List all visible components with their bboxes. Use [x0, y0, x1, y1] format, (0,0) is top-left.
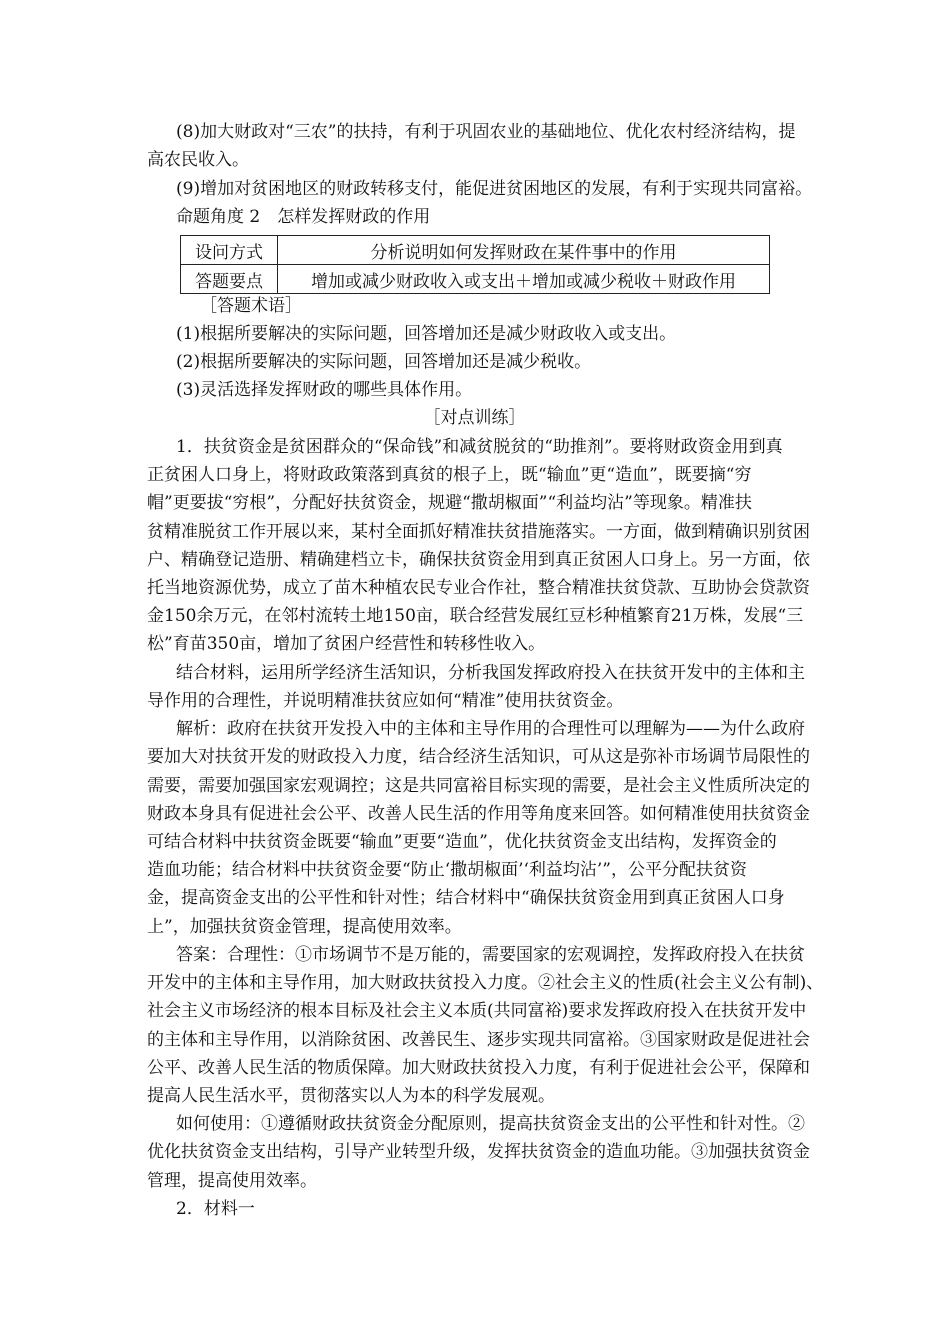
table-value: 增加或减少财政收入或支出＋增加或减少税收＋财政作用 [278, 265, 770, 294]
terms-heading: ［答题术语］ [200, 296, 302, 316]
q1-line: 1．扶贫资金是贫困群众的“保命钱”和减贫脱贫的“助推剂”。要将财政资金用到真 [176, 437, 783, 457]
table-row [181, 236, 770, 265]
answer-line: 社会主义市场经济的根本目标及社会主义本质(共同富裕)要求发挥政府投入在扶贫开发中 [147, 1001, 807, 1021]
question-2-start: 2．材料一 [176, 1199, 255, 1219]
table-key: 答题要点 [181, 265, 278, 294]
usage-line: 如何使用：①遵循财政扶贫资金分配原则，提高扶贫资金支出的公平性和针对性。② [176, 1114, 805, 1134]
q1-line: 托当地资源优势，成立了苗木种植农民专业合作社，整合精准扶贫贷款、互助协会贷款资 [147, 578, 810, 598]
q1-line: 贫精准脱贫工作开展以来，某村全面抓好精准扶贫措施落实。一方面，做到精确识别贫困 [147, 522, 810, 542]
item-8-line-1: (8)加大财政对“三农”的扶持，有利于巩固农业的基础地位、优化农村经济结构，提 [176, 122, 796, 142]
q1-line: 帽”更要拔“穷根”，分配好扶贫资金，规避“撒胡椒面”“利益均沾”等现象。精准扶 [147, 493, 752, 513]
answer-line: 公平、改善人民生活的物质保障。加大财政扶贫投入力度，有利于促进社会公平，保障和 [147, 1058, 810, 1078]
answer-line: 的主体和主导作用，以消除贫困、改善民生、逐步实现共同富裕。③国家财政是促进社会 [147, 1030, 810, 1050]
q1-line: 松”育苗350亩，增加了贫困户经营性和转移性收入。 [147, 634, 546, 654]
table-row [181, 265, 770, 294]
practice-heading: ［对点训练］ [423, 408, 526, 428]
answer-line: 答案：合理性：①市场调节不是万能的，需要国家的宏观调控，发挥政府投入在扶贫 [176, 945, 805, 965]
analysis-line: 可结合材料中扶贫资金既要“输血”更要“造血”，优化扶贫资金支出结构，发挥资金的 [147, 832, 777, 852]
analysis-line: 需要，需要加强国家宏观调控；这是共同富裕目标实现的需要，是社会主义性质所决定的 [147, 776, 810, 796]
usage-line: 管理，提高使用效率。 [147, 1171, 317, 1191]
term-3: (3)灵活选择发挥财政的哪些具体作用。 [176, 380, 473, 400]
q1-line: 正贫困人口身上，将财政政策落到真贫的根子上，既“输血”更“造血”，既要摘“穷 [147, 465, 752, 485]
analysis-line: 解析：政府在扶贫开发投入中的主体和主导作用的合理性可以理解为——为什么政府 [176, 719, 805, 739]
analysis-line: 金，提高资金支出的公平性和针对性；结合材料中“确保扶贫资金用到真正贫困人口身 [147, 888, 785, 908]
answer-line: 开发中的主体和主导作用，加大财政扶贫投入力度。②社会主义的性质(社会主义公有制)、 [147, 973, 824, 993]
analysis-line: 造血功能；结合材料中扶贫资金要“防止‘撒胡椒面’‘利益均沾’”，公平分配扶贫资 [147, 860, 747, 880]
item-9: (9)增加对贫困地区的财政转移支付，能促进贫困地区的发展，有利于实现共同富裕。 [176, 179, 813, 199]
term-1: (1)根据所要解决的实际问题，回答增加还是减少财政收入或支出。 [176, 324, 677, 344]
usage-line: 优化扶贫资金支出结构，引导产业转型升级，发挥扶贫资金的造血功能。③加强扶贫资金 [147, 1142, 810, 1162]
table-value: 分析说明如何发挥财政在某件事中的作用 [278, 236, 770, 265]
prompt-line: 结合材料，运用所学经济生活知识，分析我国发挥政府投入在扶贫开发中的主体和主 [176, 663, 805, 683]
answer-line: 提高人民生活水平，贯彻落实以人为本的科学发展观。 [147, 1086, 555, 1106]
analysis-line: 要加大对扶贫开发的财政投入力度，结合经济生活知识，可从这是弥补市场调节局限性的 [147, 747, 810, 767]
table-key: 设问方式 [181, 236, 278, 265]
analysis-line: 财政本身具有促进社会公平、改善人民生活的作用等角度来回答。如何精准使用扶贫资金 [147, 804, 810, 824]
q1-line: 户、精确登记造册、精确建档立卡，确保扶贫资金用到真正贫困人口身上。另一方面，依 [147, 550, 810, 570]
analysis-line: 上”，加强扶贫资金管理，提高使用效率。 [147, 917, 462, 937]
answer-table [180, 235, 770, 294]
item-8-line-2: 高农民收入。 [147, 150, 249, 170]
prompt-line: 导作用的合理性，并说明精准扶贫应如何“精准”使用扶贫资金。 [147, 691, 624, 711]
q1-line: 金150余万元，在邻村流转土地150亩，联合经营发展红豆杉种植繁育21万株，发展“三 [147, 606, 804, 626]
section-title: 命题角度 2 怎样发挥财政的作用 [176, 207, 431, 227]
term-2: (2)根据所要解决的实际问题，回答增加还是减少税收。 [176, 352, 592, 372]
